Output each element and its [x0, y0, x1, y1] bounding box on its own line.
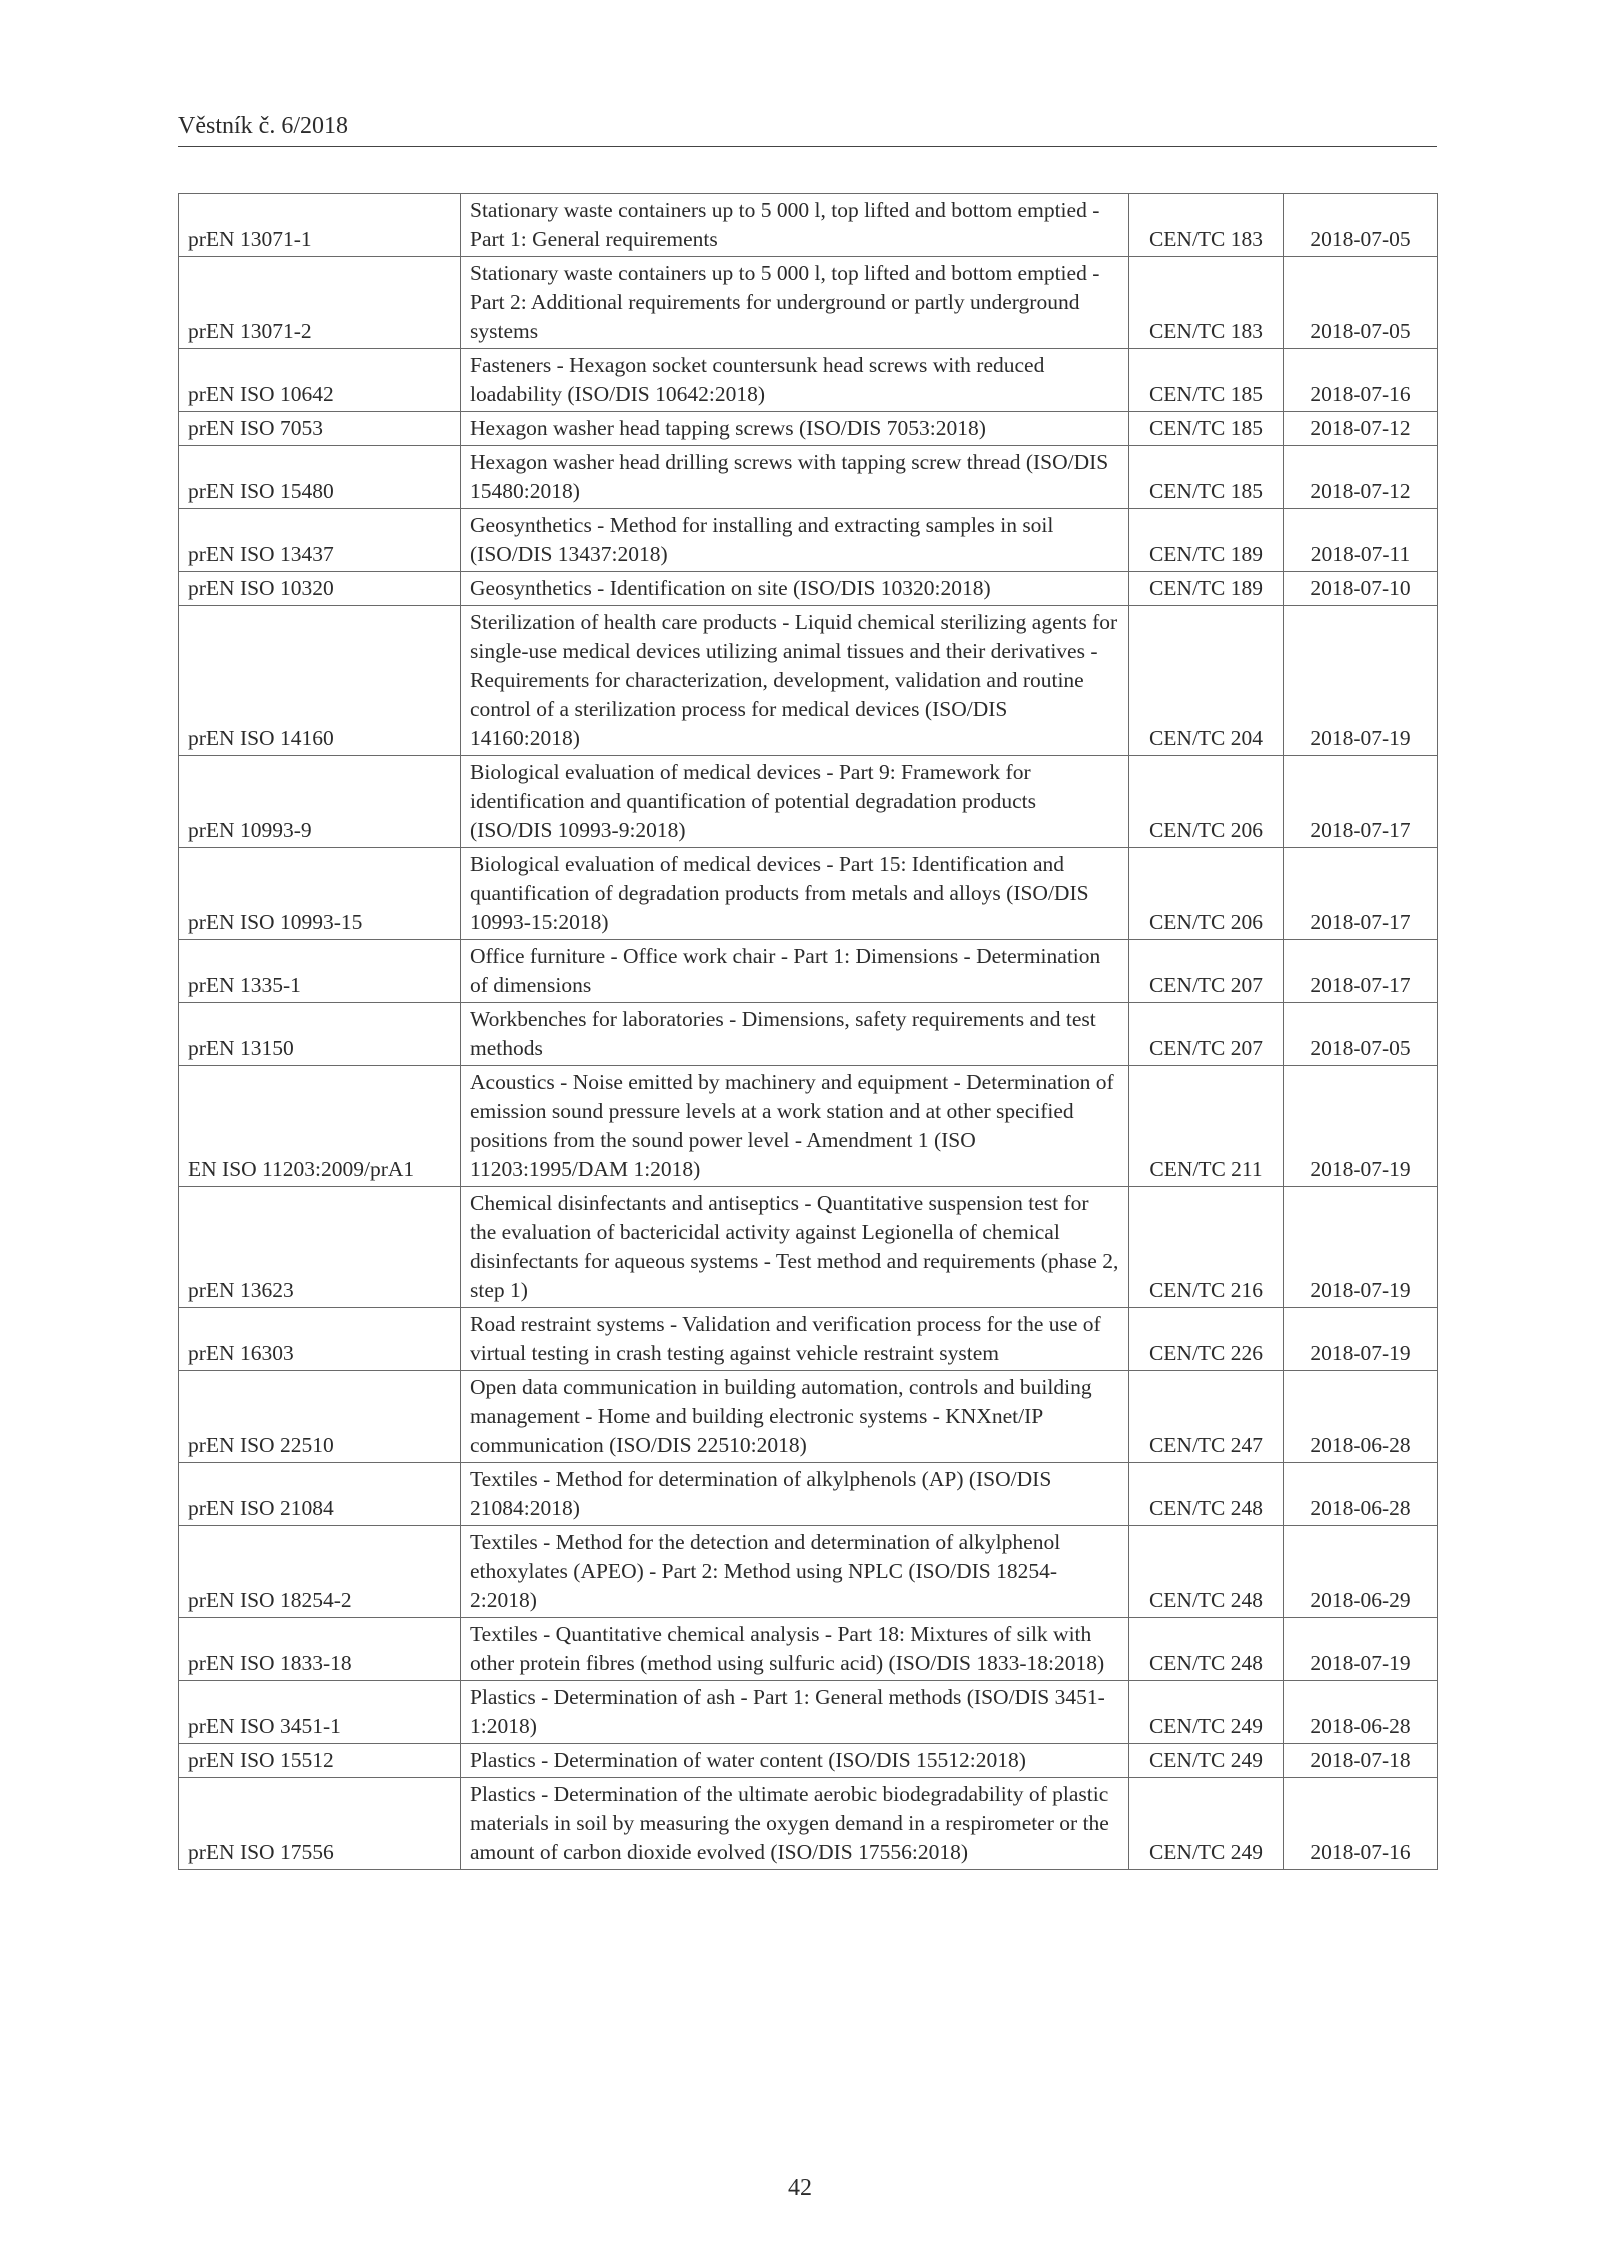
committee-cell: CEN/TC 206 — [1129, 756, 1284, 848]
committee-cell: CEN/TC 207 — [1129, 1003, 1284, 1066]
standard-code-cell: prEN 13071-1 — [179, 194, 461, 257]
standard-title-cell: Biological evaluation of medical devices - Part 9: Framework for identification and quantification of potential degradation products (ISO/DIS 10993-9:2018) — [461, 756, 1129, 848]
committee-cell: CEN/TC 185 — [1129, 412, 1284, 446]
standard-title-cell: Hexagon washer head tapping screws (ISO/DIS 7053:2018) — [461, 412, 1129, 446]
standard-title-cell: Plastics - Determination of water content (ISO/DIS 15512:2018) — [461, 1744, 1129, 1778]
deadline-date-cell: 2018-07-18 — [1284, 1744, 1438, 1778]
deadline-date-cell: 2018-07-17 — [1284, 848, 1438, 940]
committee-cell: CEN/TC 183 — [1129, 257, 1284, 349]
standard-title-cell: Acoustics - Noise emitted by machinery and equipment - Determination of emission sound pressure levels at a work station and at other specified positions from the sound power level - Amendment 1 (ISO 11203:1995/DAM 1:2018) — [461, 1066, 1129, 1187]
standard-code-cell: prEN 13150 — [179, 1003, 461, 1066]
committee-cell: CEN/TC 189 — [1129, 572, 1284, 606]
standard-code-cell: prEN ISO 10642 — [179, 349, 461, 412]
deadline-date-cell: 2018-06-28 — [1284, 1371, 1438, 1463]
table-row — [179, 1066, 1438, 1187]
deadline-date-cell: 2018-06-29 — [1284, 1526, 1438, 1618]
table-row — [179, 848, 1438, 940]
deadline-date-cell: 2018-07-19 — [1284, 1618, 1438, 1681]
table-row — [179, 194, 1438, 257]
standard-title-cell: Open data communication in building automation, controls and building management - Home and building electronic systems - KNXnet/IP communication (ISO/DIS 22510:2018) — [461, 1371, 1129, 1463]
page-number: 42 — [788, 2175, 812, 2201]
standard-code-cell: prEN ISO 15480 — [179, 446, 461, 509]
deadline-date-cell: 2018-07-17 — [1284, 756, 1438, 848]
deadline-date-cell: 2018-07-10 — [1284, 572, 1438, 606]
table-row — [179, 412, 1438, 446]
standard-title-cell: Road restraint systems - Validation and verification process for the use of virtual testing in crash testing against vehicle restraint system — [461, 1308, 1129, 1371]
committee-cell: CEN/TC 249 — [1129, 1744, 1284, 1778]
standard-title-cell: Office furniture - Office work chair - Part 1: Dimensions - Determination of dimensions — [461, 940, 1129, 1003]
standard-code-cell: prEN 13071-2 — [179, 257, 461, 349]
standard-title-cell: Fasteners - Hexagon socket countersunk head screws with reduced loadability (ISO/DIS 10642:2018) — [461, 349, 1129, 412]
deadline-date-cell: 2018-07-05 — [1284, 194, 1438, 257]
deadline-date-cell: 2018-07-19 — [1284, 1187, 1438, 1308]
table-row — [179, 1618, 1438, 1681]
committee-cell: CEN/TC 206 — [1129, 848, 1284, 940]
deadline-date-cell: 2018-07-12 — [1284, 446, 1438, 509]
table-row — [179, 257, 1438, 349]
standard-title-cell: Geosynthetics - Method for installing and extracting samples in soil (ISO/DIS 13437:2018) — [461, 509, 1129, 572]
committee-cell: CEN/TC 247 — [1129, 1371, 1284, 1463]
standard-code-cell: prEN ISO 21084 — [179, 1463, 461, 1526]
standard-title-cell: Plastics - Determination of ash - Part 1: General methods (ISO/DIS 3451-1:2018) — [461, 1681, 1129, 1744]
standard-title-cell: Plastics - Determination of the ultimate aerobic biodegradability of plastic materials in soil by measuring the oxygen demand in a respirometer or the amount of carbon dioxide evolved (ISO/DIS 17556:2018) — [461, 1778, 1129, 1870]
standard-code-cell: EN ISO 11203:2009/prA1 — [179, 1066, 461, 1187]
committee-cell: CEN/TC 226 — [1129, 1308, 1284, 1371]
committee-cell: CEN/TC 185 — [1129, 349, 1284, 412]
table-row — [179, 756, 1438, 848]
standard-title-cell: Chemical disinfectants and antiseptics - Quantitative suspension test for the evaluation of bactericidal activity against Legionella of chemical disinfectants for aqueous systems - Test method and requirements (phase 2, step 1) — [461, 1187, 1129, 1308]
standard-code-cell: prEN ISO 10320 — [179, 572, 461, 606]
table-row — [179, 349, 1438, 412]
table-row — [179, 1778, 1438, 1870]
standard-title-cell: Biological evaluation of medical devices - Part 15: Identification and quantification of degradation products from metals and alloys (ISO/DIS 10993-15:2018) — [461, 848, 1129, 940]
deadline-date-cell: 2018-07-11 — [1284, 509, 1438, 572]
committee-cell: CEN/TC 248 — [1129, 1526, 1284, 1618]
table-row — [179, 1187, 1438, 1308]
standard-title-cell: Textiles - Quantitative chemical analysis - Part 18: Mixtures of silk with other protein fibres (method using sulfuric acid) (ISO/DIS 1833-18:2018) — [461, 1618, 1129, 1681]
table-row — [179, 606, 1438, 756]
standard-code-cell: prEN ISO 14160 — [179, 606, 461, 756]
deadline-date-cell: 2018-07-16 — [1284, 1778, 1438, 1870]
standard-title-cell: Stationary waste containers up to 5 000 l, top lifted and bottom emptied - Part 1: General requirements — [461, 194, 1129, 257]
table-row — [179, 1371, 1438, 1463]
standard-code-cell: prEN ISO 17556 — [179, 1778, 461, 1870]
deadline-date-cell: 2018-07-12 — [1284, 412, 1438, 446]
table-row — [179, 1003, 1438, 1066]
standard-code-cell: prEN 1335-1 — [179, 940, 461, 1003]
committee-cell: CEN/TC 249 — [1129, 1778, 1284, 1870]
journal-title: Věstník č. 6/2018 — [178, 113, 348, 139]
committee-cell: CEN/TC 216 — [1129, 1187, 1284, 1308]
standard-code-cell: prEN 13623 — [179, 1187, 461, 1308]
standard-code-cell: prEN ISO 7053 — [179, 412, 461, 446]
standard-code-cell: prEN ISO 3451-1 — [179, 1681, 461, 1744]
table-row — [179, 572, 1438, 606]
deadline-date-cell: 2018-07-19 — [1284, 606, 1438, 756]
committee-cell: CEN/TC 249 — [1129, 1681, 1284, 1744]
committee-cell: CEN/TC 248 — [1129, 1463, 1284, 1526]
deadline-date-cell: 2018-07-17 — [1284, 940, 1438, 1003]
standards-table-body — [179, 194, 1438, 1870]
standard-code-cell: prEN ISO 1833-18 — [179, 1618, 461, 1681]
table-row — [179, 1463, 1438, 1526]
table-row — [179, 1744, 1438, 1778]
committee-cell: CEN/TC 183 — [1129, 194, 1284, 257]
standard-code-cell: prEN ISO 10993-15 — [179, 848, 461, 940]
table-row — [179, 509, 1438, 572]
standard-title-cell: Stationary waste containers up to 5 000 l, top lifted and bottom emptied - Part 2: Additional requirements for underground or partly underground systems — [461, 257, 1129, 349]
deadline-date-cell: 2018-07-05 — [1284, 257, 1438, 349]
committee-cell: CEN/TC 204 — [1129, 606, 1284, 756]
standard-code-cell: prEN ISO 13437 — [179, 509, 461, 572]
standards-table — [178, 193, 1438, 1870]
deadline-date-cell: 2018-07-16 — [1284, 349, 1438, 412]
deadline-date-cell: 2018-07-19 — [1284, 1066, 1438, 1187]
standard-code-cell: prEN ISO 15512 — [179, 1744, 461, 1778]
table-row — [179, 446, 1438, 509]
table-row — [179, 1526, 1438, 1618]
deadline-date-cell: 2018-07-19 — [1284, 1308, 1438, 1371]
table-row — [179, 1308, 1438, 1371]
deadline-date-cell: 2018-06-28 — [1284, 1681, 1438, 1744]
committee-cell: CEN/TC 207 — [1129, 940, 1284, 1003]
page-header — [178, 112, 1437, 147]
committee-cell: CEN/TC 185 — [1129, 446, 1284, 509]
standard-title-cell: Textiles - Method for the detection and determination of alkylphenol ethoxylates (APEO) - Part 2: Method using NPLC (ISO/DIS 18254-2:2018) — [461, 1526, 1129, 1618]
table-row — [179, 940, 1438, 1003]
committee-cell: CEN/TC 189 — [1129, 509, 1284, 572]
standard-code-cell: prEN 10993-9 — [179, 756, 461, 848]
committee-cell: CEN/TC 211 — [1129, 1066, 1284, 1187]
standard-title-cell: Hexagon washer head drilling screws with tapping screw thread (ISO/DIS 15480:2018) — [461, 446, 1129, 509]
standard-code-cell: prEN ISO 18254-2 — [179, 1526, 461, 1618]
standard-title-cell: Sterilization of health care products - Liquid chemical sterilizing agents for single-use medical devices utilizing animal tissues and their derivatives - Requirements for characterization, development, validation and routine control of a sterilization process for medical devices (ISO/DIS 14160:2018) — [461, 606, 1129, 756]
standard-code-cell: prEN ISO 22510 — [179, 1371, 461, 1463]
deadline-date-cell: 2018-07-05 — [1284, 1003, 1438, 1066]
standard-code-cell: prEN 16303 — [179, 1308, 461, 1371]
standard-title-cell: Geosynthetics - Identification on site (ISO/DIS 10320:2018) — [461, 572, 1129, 606]
deadline-date-cell: 2018-06-28 — [1284, 1463, 1438, 1526]
standard-title-cell: Workbenches for laboratories - Dimensions, safety requirements and test methods — [461, 1003, 1129, 1066]
committee-cell: CEN/TC 248 — [1129, 1618, 1284, 1681]
table-row — [179, 1681, 1438, 1744]
standard-title-cell: Textiles - Method for determination of alkylphenols (AP) (ISO/DIS 21084:2018) — [461, 1463, 1129, 1526]
